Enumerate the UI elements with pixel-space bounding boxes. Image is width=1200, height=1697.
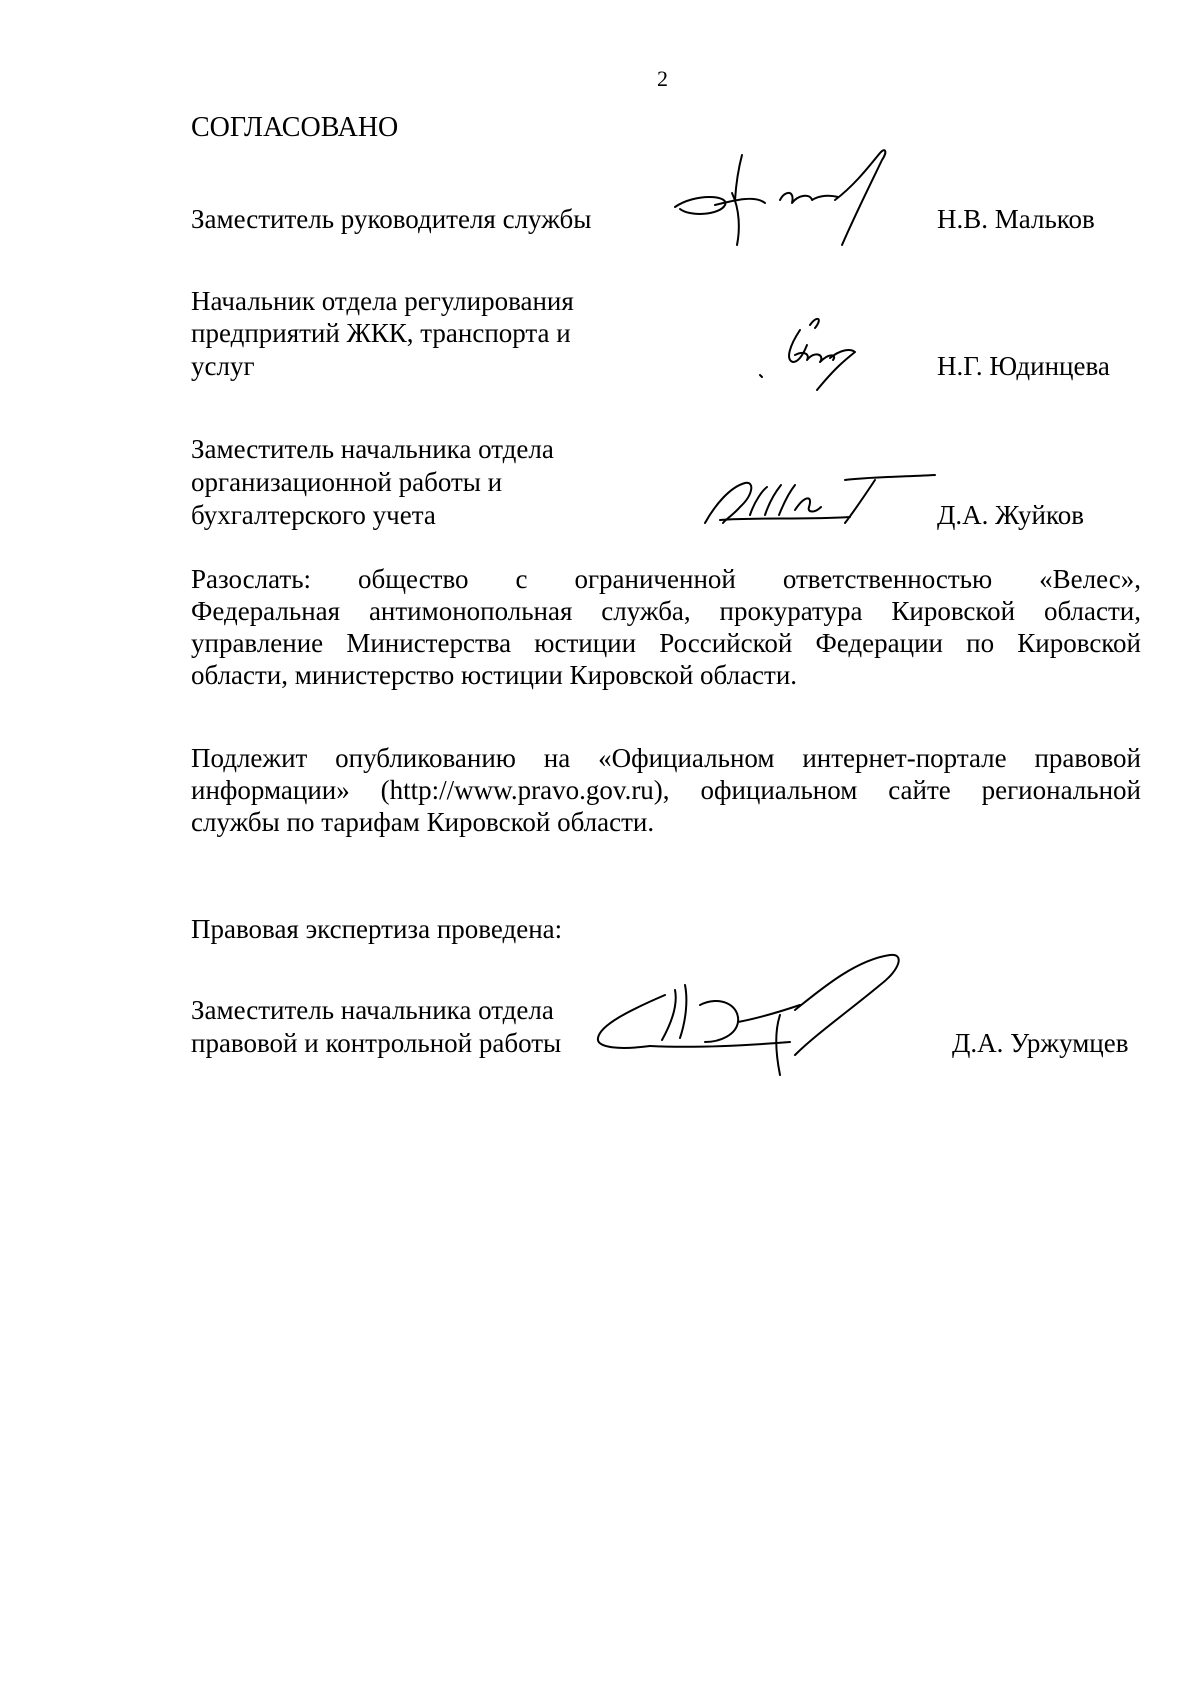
- position-line: Заместитель начальника отдела: [191, 995, 554, 1025]
- paragraph-line: управление Министерства юстиции Российской Федерации по Кировской: [191, 628, 1141, 658]
- paragraph-line: области, министерство юстиции Кировской области.: [191, 660, 798, 690]
- paragraph-line: Федеральная антимонопольная служба, прокуратура Кировской области,: [191, 596, 1141, 626]
- paragraph-line: информации» (http://www.pravo.gov.ru), официальном сайте региональной: [191, 775, 1141, 805]
- signature-yudintseva: [755, 310, 875, 400]
- approver-name: Д.А. Жуйков: [937, 500, 1084, 530]
- legal-review-heading: Правовая экспертиза проведена:: [191, 914, 563, 944]
- paragraph-line: Подлежит опубликованию на «Официальном интернет-портале правовой: [191, 743, 1141, 773]
- signature-urzhumtsev: [590, 950, 920, 1080]
- position-line: Заместитель начальника отдела: [191, 434, 554, 464]
- approver-name: Н.Г. Юдинцева: [937, 351, 1110, 381]
- paragraph-line: Разослать: общество с ограниченной ответственностью «Велес»,: [191, 564, 1141, 594]
- position-line: предприятий ЖКК, транспорта и: [191, 318, 571, 348]
- position-line: Начальник отдела регулирования: [191, 286, 574, 316]
- approval-heading: СОГЛАСОВАНО: [191, 112, 399, 143]
- signature-zhuikov: [695, 465, 945, 540]
- position-line: правовой и контрольной работы: [191, 1028, 562, 1058]
- paragraph-line: службы по тарифам Кировской области.: [191, 807, 655, 837]
- position-line: бухгалтерского учета: [191, 500, 436, 530]
- publication-paragraph: [191, 742, 1141, 838]
- approver-name: Н.В. Мальков: [937, 204, 1095, 234]
- distribution-paragraph: [191, 563, 1141, 691]
- position-line: услуг: [191, 351, 255, 381]
- page-number: 2: [657, 66, 668, 91]
- signature-malkov: [670, 145, 920, 260]
- reviewer-name: Д.А. Уржумцев: [952, 1028, 1129, 1058]
- position-line: организационной работы и: [191, 467, 503, 497]
- position-line: Заместитель руководителя службы: [191, 204, 592, 234]
